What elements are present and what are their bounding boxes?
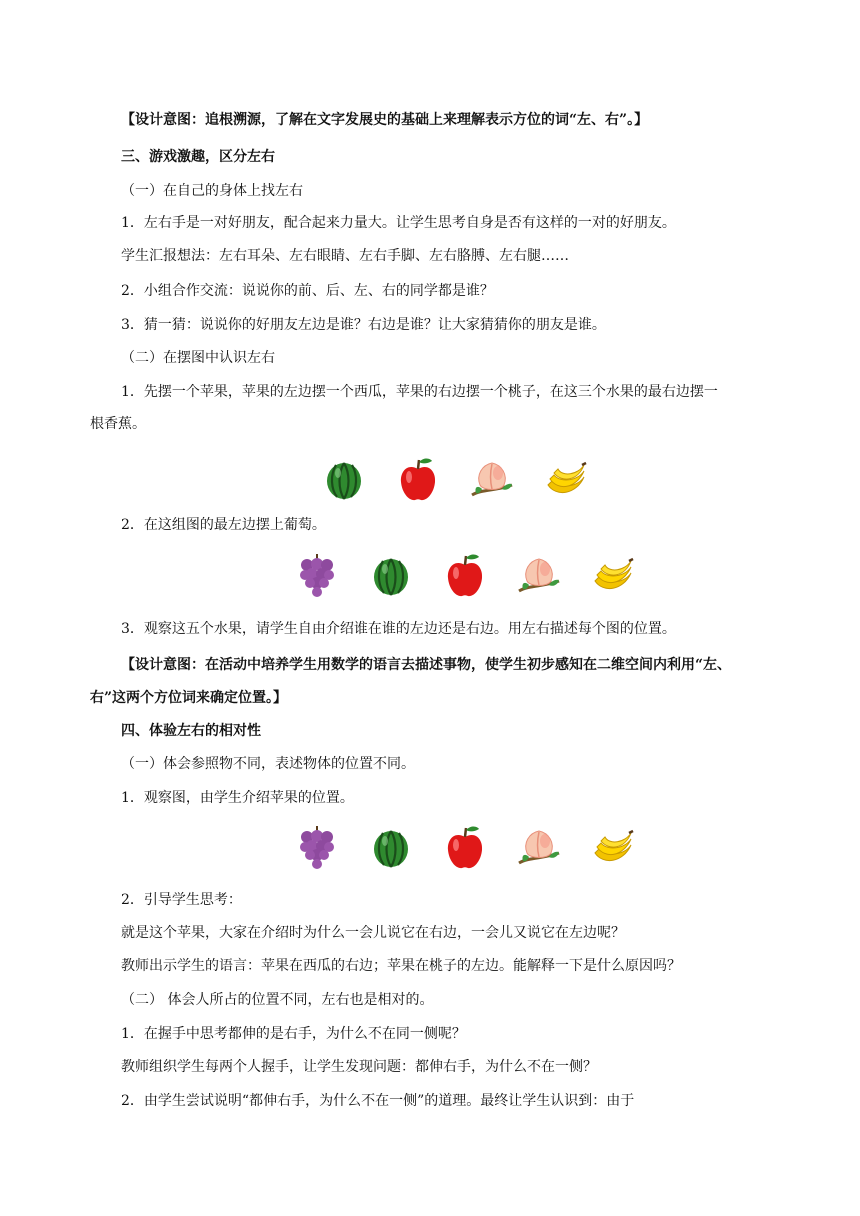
section-4-title: 四、体验左右的相对性 — [121, 723, 261, 739]
paragraph-2: 学生汇报想法：左右耳朵、左右眼睛、左右手脚、左右胳膊、左右腿…… — [121, 248, 569, 264]
watermelon-icon — [367, 551, 415, 599]
paragraph-11: 教师出示学生的语言：苹果在西瓜的右边；苹果在桃子的左边。能解释一下是什么原因吗？ — [121, 958, 681, 974]
banana-icon — [589, 551, 637, 599]
watermelon-icon — [367, 823, 415, 871]
fruit-row-3 — [293, 823, 663, 871]
subsection-1-title: （一）在自己的身体上找左右 — [121, 183, 303, 199]
subsection-2-title: （二）在摆图中认识左右 — [121, 350, 275, 366]
paragraph-14: 2．由学生尝试说明“都伸右手，为什么不在一侧”的道理。最终让学生认识到：由于 — [121, 1093, 635, 1109]
paragraph-5-line-2: 根香蕉。 — [90, 416, 146, 432]
paragraph-13: 教师组织学生每两个人握手，让学生发现问题：都伸右手，为什么不在一侧？ — [121, 1059, 597, 1075]
peach-icon — [468, 455, 516, 503]
subsection-4-title: （二） 体会人所占的位置不同，左右也是相对的。 — [121, 992, 434, 1008]
paragraph-9: 2．引导学生思考： — [121, 892, 242, 908]
design-intent-2-line-2: 右”这两个方位词来确定位置。】 — [90, 690, 288, 706]
fruit-row-1 — [320, 455, 616, 503]
design-intent-2-line-1: 【设计意图：在活动中培养学生用数学的语言去描述事物，使学生初步感知在二维空间内利用“左、 — [121, 657, 732, 673]
grapes-icon — [293, 823, 341, 871]
apple-icon — [441, 823, 489, 871]
banana-icon — [589, 823, 637, 871]
banana-icon — [542, 455, 590, 503]
paragraph-4: 3．猜一猜：说说你的好朋友左边是谁？右边是谁？让大家猜猜你的朋友是谁。 — [121, 317, 606, 333]
peach-icon — [515, 823, 563, 871]
grapes-icon — [293, 551, 341, 599]
fruit-row-2 — [293, 551, 663, 599]
paragraph-10: 就是这个苹果，大家在介绍时为什么一会儿说它在右边，一会儿又说它在左边呢？ — [121, 925, 625, 941]
apple-icon — [441, 551, 489, 599]
paragraph-5-line-1: 1．先摆一个苹果，苹果的左边摆一个西瓜，苹果的右边摆一个桃子，在这三个水果的最右边摆一 — [121, 384, 718, 400]
apple-icon — [394, 455, 442, 503]
paragraph-6: 2．在这组图的最左边摆上葡萄。 — [121, 517, 326, 533]
section-3-title: 三、游戏激趣，区分左右 — [121, 149, 275, 165]
paragraph-3: 2．小组合作交流：说说你的前、后、左、右的同学都是谁？ — [121, 283, 494, 299]
paragraph-7: 3．观察这五个水果，请学生自由介绍谁在谁的左边还是右边。用左右描述每个图的位置。 — [121, 621, 676, 637]
paragraph-1: 1．左右手是一对好朋友，配合起来力量大。让学生思考自身是否有这样的一对的好朋友。 — [121, 215, 676, 231]
peach-icon — [515, 551, 563, 599]
paragraph-12: 1．在握手中思考都伸的是右手，为什么不在同一侧呢？ — [121, 1026, 466, 1042]
subsection-3-title: （一）体会参照物不同，表述物体的位置不同。 — [121, 756, 415, 772]
design-intent-1: 【设计意图：追根溯源，了解在文字发展史的基础上来理解表示方位的词“左、右”。】 — [121, 112, 649, 128]
watermelon-icon — [320, 455, 368, 503]
paragraph-8: 1．观察图，由学生介绍苹果的位置。 — [121, 790, 354, 806]
